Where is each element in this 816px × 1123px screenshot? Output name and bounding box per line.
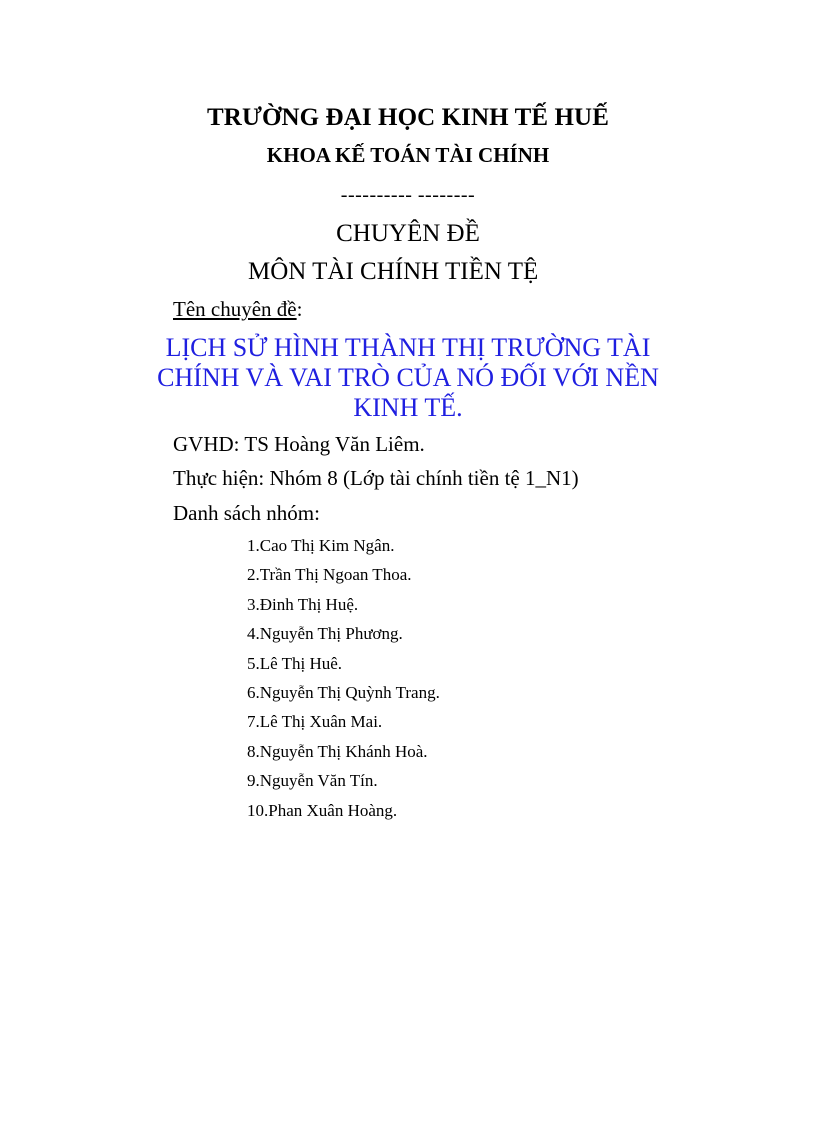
member-list-label: Danh sách nhóm: bbox=[173, 501, 320, 525]
divider-line: ---------- -------- bbox=[340, 184, 476, 206]
member-item: 5.Lê Thị Huê. bbox=[247, 653, 343, 673]
member-item: 4.Nguyễn Thị Phương. bbox=[247, 624, 403, 644]
topic-label: Tên chuyên đề bbox=[173, 297, 297, 321]
supervisor-line: GVHD: TS Hoàng Văn Liêm. bbox=[173, 432, 425, 456]
member-item: 7.Lê Thị Xuân Mai. bbox=[247, 712, 383, 732]
member-item: 10.Phan Xuân Hoàng. bbox=[247, 800, 398, 820]
member-item: 2.Trần Thị Ngoan Thoa. bbox=[247, 565, 412, 585]
topic-title: LỊCH SỬ HÌNH THÀNH THỊ TRƯỜNG TÀI CHÍNH VÀ VAI TRÒ CỦA NÓ ĐỐI VỚI NỀN KINH TẾ. bbox=[157, 333, 659, 422]
member-item: 1.Cao Thị Kim Ngân. bbox=[247, 536, 395, 555]
member-item: 8.Nguyễn Thị Khánh Hoà. bbox=[247, 741, 428, 761]
subject-title: MÔN TÀI CHÍNH TIỀN TỆ bbox=[248, 258, 539, 285]
school-name: TRƯỜNG ĐẠI HỌC KINH TẾ HUẾ bbox=[207, 104, 609, 131]
faculty-name: KHOA KẾ TOÁN TÀI CHÍNH bbox=[266, 143, 550, 167]
member-item: 9.Nguyễn Văn Tín. bbox=[247, 771, 378, 791]
topic-label-line bbox=[173, 297, 302, 322]
member-item: 3.Đinh Thị Huệ. bbox=[247, 594, 359, 614]
topic-label-colon: : bbox=[296, 297, 303, 321]
performer-line: Thực hiện: Nhóm 8 (Lớp tài chính tiền tệ 1_N1) bbox=[173, 466, 579, 490]
member-list bbox=[247, 531, 440, 825]
document-kind: CHUYÊN ĐỀ bbox=[336, 220, 480, 247]
member-item: 6.Nguyễn Thị Quỳnh Trang. bbox=[247, 682, 440, 702]
